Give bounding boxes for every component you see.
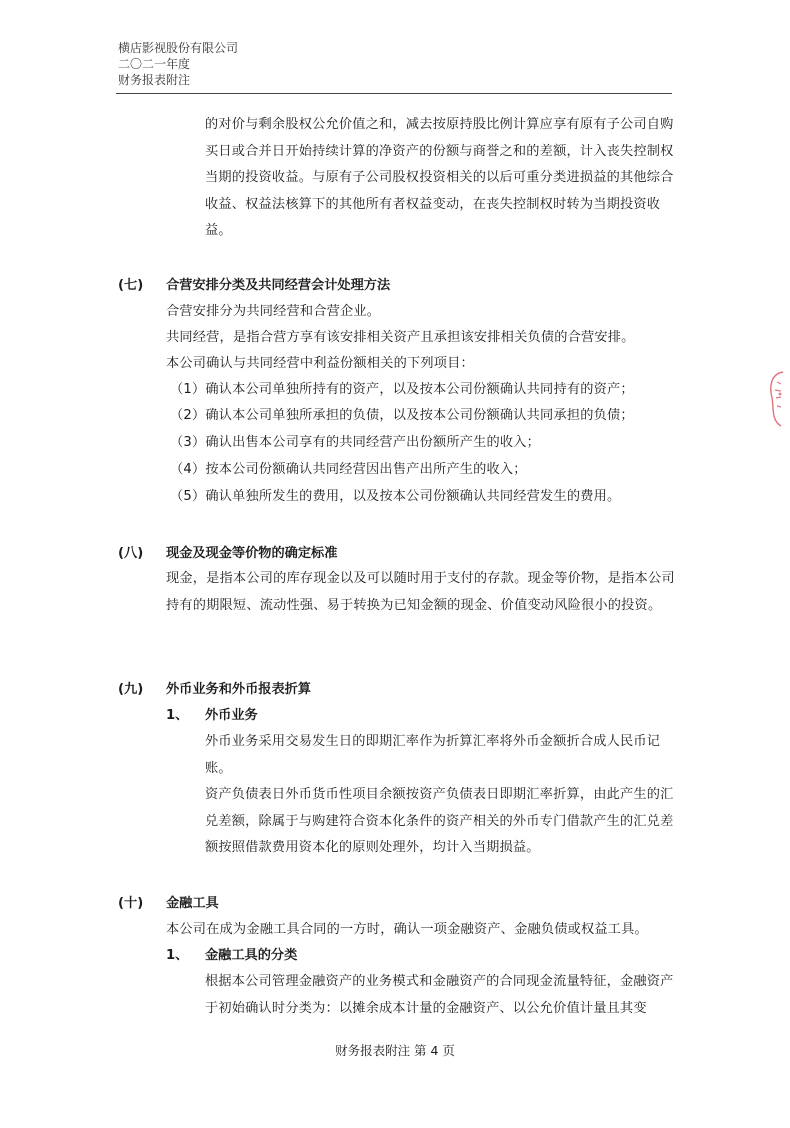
header-divider	[116, 93, 672, 94]
section-9-1-number: 1、	[166, 708, 189, 723]
section-7-item-1: （1）确认本公司单独所持有的资产，以及按本公司份额确认共同持有的资产；	[170, 382, 634, 397]
seal-stamp-fragment	[763, 368, 787, 430]
section-10-1-number: 1、	[166, 948, 189, 963]
intro-paragraph: 的对价与剩余股权公允价值之和，减去按原持股比例计算应享有原有子公司自购买日或合并日开始持续计算的净资产的份额与商誉之和的差额，计入丧失控制权当期的投资收益。与原有子公司股权投资相关的以后可重分类进损益的其他综合收益、权益法核算下的其他所有者权益变动，在丧失控制权时转为当期投资收益。	[205, 117, 674, 239]
page-header	[118, 40, 238, 88]
company-name: 横店影视股份有限公司	[118, 41, 239, 55]
section-10-number: (十)	[118, 896, 144, 911]
section-8-title: 现金及现金等价物的确定标准	[166, 546, 338, 561]
section-7-line-1: 合营安排分为共同经营和合营企业。	[166, 304, 381, 319]
section-10-1-paragraph: 根据本公司管理金融资产的业务模式和金融资产的合同现金流量特征，金融资产于初始确认时分类为：以摊余成本计量的金融资产、以公允价值计量且其变	[205, 974, 674, 1016]
section-7-item-4: （4）按本公司份额确认共同经营因出售产出所产生的收入；	[170, 462, 527, 477]
page-footer: 财务报表附注 第 4 页	[335, 1043, 455, 1058]
fiscal-year: 二〇二一年度	[118, 57, 191, 71]
section-10-title: 金融工具	[166, 896, 219, 911]
section-9-number: (九)	[118, 682, 144, 697]
section-9-1-paragraph-2: 资产负债表日外币货币性项目余额按资产负债表日即期汇率折算，由此产生的汇兑差额，除属于与购建符合资本化条件的资产相关的外币专门借款产生的汇兑差额按照借款费用资本化的原则处理外，均计入当期损益。	[205, 787, 674, 856]
section-10-line: 本公司在成为金融工具合同的一方时，确认一项金融资产、金融负债或权益工具。	[166, 922, 648, 937]
section-7-item-5: （5）确认单独所发生的费用，以及按本公司份额确认共同经营发生的费用。	[170, 489, 621, 504]
section-7-number: (七)	[118, 278, 144, 293]
section-7-item-2: （2）确认本公司单独所承担的负债，以及按本公司份额确认共同承担的负债；	[170, 408, 634, 423]
document-title: 财务报表附注	[118, 73, 191, 87]
section-7-line-2: 共同经营，是指合营方享有该安排相关资产且承担该安排相关负债的合营安排。	[166, 330, 635, 345]
section-7-line-3: 本公司确认与共同经营中利益份额相关的下列项目：	[166, 356, 474, 371]
section-10-1-title: 金融工具的分类	[205, 948, 298, 963]
section-9-1-title: 外币业务	[205, 708, 258, 723]
section-8-number: (八)	[118, 546, 144, 561]
section-9-1-paragraph-1: 外币业务采用交易发生日的即期汇率作为折算汇率将外币金额折合成人民币记账。	[205, 734, 661, 776]
section-7-item-3: （3）确认出售本公司享有的共同经营产出份额所产生的收入；	[170, 435, 541, 450]
section-8-paragraph: 现金，是指本公司的库存现金以及可以随时用于支付的存款。现金等价物，是指本公司持有的期限短、流动性强、易于转换为已知金额的现金、价值变动风险很小的投资。	[166, 571, 675, 613]
section-7-title: 合营安排分类及共同经营会计处理方法	[166, 278, 391, 293]
section-9-title: 外币业务和外币报表折算	[166, 682, 312, 697]
